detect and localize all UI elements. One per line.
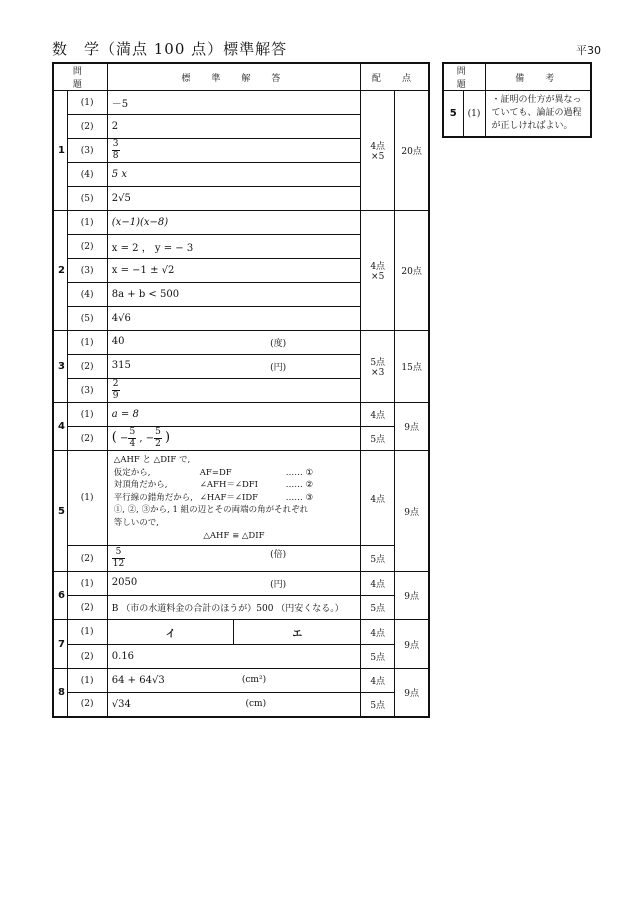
answer-cell: 8a + b < 500 [107, 283, 360, 307]
table-row [53, 451, 429, 546]
sub-number: (2) [67, 645, 107, 669]
unit-label: (倍) [270, 550, 287, 561]
unit-label: (円) [270, 580, 287, 591]
sub-number: (2) [67, 355, 107, 379]
denominator: 9 [112, 391, 119, 401]
fraction [112, 139, 120, 162]
question-number: 8 [53, 669, 67, 717]
sub-points: 4点 [361, 403, 395, 427]
sub-number: (1) [67, 331, 107, 355]
answer-cell: 2 [107, 115, 360, 139]
sub-number: (1) [67, 451, 107, 546]
question-number: 7 [53, 620, 67, 669]
notes-col-question: 問 題 [443, 63, 485, 91]
answer-cell [107, 427, 360, 451]
denominator: 8 [112, 151, 119, 161]
answer-table [52, 62, 430, 718]
total-points: 9点 [395, 669, 429, 717]
sub-points: 5点×3 [361, 331, 395, 403]
sub-points: 4点 [361, 620, 395, 645]
answer-cell [107, 379, 360, 403]
answer-cell [107, 355, 360, 379]
table-row [53, 403, 429, 427]
table-row [53, 572, 429, 596]
sub-number: (3) [67, 379, 107, 403]
notes-text: ・証明の仕方が異なっていても、論証の過程が正しければよい。 [485, 91, 591, 138]
proof-line: ①, ②, ③から, 1 組の辺とその両端の角がそれぞれ [113, 505, 309, 516]
sub-points: 5点 [361, 645, 395, 669]
numerator: 5 [129, 427, 136, 437]
answer-cell [107, 669, 360, 693]
sub-number: (3) [67, 139, 107, 163]
total-points: 20点 [395, 211, 429, 331]
sub-points: 4点×5 [361, 211, 395, 331]
proof-line: 対頂角だから, ∠AFH＝∠DFI …… ② [113, 480, 314, 491]
answer-cell [107, 620, 360, 645]
answer-value: 2050 [111, 577, 138, 589]
answer-value: 315 [111, 360, 131, 371]
total-points: 20点 [395, 91, 429, 211]
table-row [53, 91, 429, 115]
answer-cell: 5 x [107, 163, 360, 187]
table-row [53, 669, 429, 693]
answer-value: 40 [111, 336, 125, 347]
answer-value: 64 + 64√3 [111, 675, 165, 687]
sub-number: (2) [67, 427, 107, 451]
question-number: 2 [53, 211, 67, 331]
answer-cell [107, 331, 360, 355]
choice-b: エ [292, 628, 303, 640]
fraction [128, 427, 136, 450]
notes-question-number: 5 [443, 91, 463, 138]
sub-number: (2) [67, 693, 107, 717]
sub-number: (2) [67, 235, 107, 259]
proof-line: △AHF と △DIF で, [113, 455, 191, 465]
comma: , [139, 433, 143, 444]
answer-cell [107, 546, 360, 572]
notes-col-remarks: 備 考 [485, 63, 591, 91]
table-row [53, 596, 429, 620]
sub-number: (1) [67, 91, 107, 115]
denominator: 4 [129, 439, 136, 449]
answer-cell [107, 693, 360, 717]
sub-number: (4) [67, 283, 107, 307]
answer-cell: B （市の水道料金の合計のほうが）500 （円安くなる。） [107, 596, 360, 620]
table-row [53, 693, 429, 717]
unit-label: (円) [270, 363, 287, 373]
unit-label: (cm) [245, 698, 267, 709]
total-points: 9点 [395, 451, 429, 572]
sub-number: (1) [67, 403, 107, 427]
numerator: 5 [155, 427, 161, 437]
col-answer: 標 準 解 答 [107, 63, 360, 91]
table-row [53, 645, 429, 669]
numerator: 3 [112, 139, 119, 149]
total-points: 9点 [395, 572, 429, 620]
era-label: 平30 [576, 44, 601, 57]
sub-number: (5) [67, 187, 107, 211]
numerator: 5 [112, 547, 125, 559]
sub-number: (5) [67, 307, 107, 331]
table-row [53, 546, 429, 572]
sub-points: 5点 [361, 546, 395, 572]
sub-number: (2) [67, 115, 107, 139]
choice-a: イ [108, 620, 235, 644]
table-row [53, 211, 429, 235]
question-number: 1 [53, 91, 67, 211]
question-number: 5 [53, 451, 67, 572]
table-row [53, 620, 429, 645]
sub-number: (1) [67, 211, 107, 235]
answer-cell: (x−1)(x−8) [107, 211, 360, 235]
sub-number: (2) [67, 546, 107, 572]
sub-number: (3) [67, 259, 107, 283]
paren-open: ( [111, 430, 117, 445]
sub-number: (1) [67, 620, 107, 645]
unit-label: (cm²) [241, 675, 267, 686]
answer-cell: a = 8 [107, 403, 360, 427]
notes-sub-number: (1) [463, 91, 485, 138]
unit-label: (度) [270, 339, 287, 349]
sub-points: 4点 [361, 451, 395, 546]
answer-cell: 0.16 [107, 645, 360, 669]
sub-points: 4点×5 [361, 91, 395, 211]
numerator: 2 [112, 379, 119, 389]
total-points: 15点 [395, 331, 429, 403]
minus-sign: − [120, 433, 129, 444]
fraction [154, 427, 162, 450]
denominator: 12 [112, 559, 125, 570]
question-number: 6 [53, 572, 67, 620]
fraction [112, 379, 120, 402]
notes-table [442, 62, 592, 138]
answer-cell: x = 2 ， y = − 3 [107, 235, 360, 259]
sub-number: (1) [67, 669, 107, 693]
total-points: 9点 [395, 620, 429, 669]
sub-points: 5点 [361, 693, 395, 717]
sub-number: (1) [67, 572, 107, 596]
sub-points: 4点 [361, 572, 395, 596]
col-points: 配 点 [361, 63, 429, 91]
proof-conclusion: △AHF ≡ △DIF [203, 530, 265, 541]
denominator: 2 [155, 439, 161, 449]
sub-points: 5点 [361, 596, 395, 620]
answer-cell: －5 [107, 91, 360, 115]
table-row [53, 427, 429, 451]
sub-number: (2) [67, 596, 107, 620]
paren-close: ) [165, 430, 171, 445]
page-title: 数 学（満点 100 点）標準解答 [52, 40, 288, 58]
question-number: 3 [53, 331, 67, 403]
header-row [53, 63, 429, 91]
notes-header-row [443, 63, 591, 91]
answer-cell: 2√5 [107, 187, 360, 211]
table-row [53, 331, 429, 355]
notes-row [443, 91, 591, 138]
sub-number: (4) [67, 163, 107, 187]
total-points: 9点 [395, 403, 429, 451]
proof-cell [107, 451, 360, 546]
question-number: 4 [53, 403, 67, 451]
sub-points: 4点 [361, 669, 395, 693]
answer-value: √34 [111, 698, 131, 710]
sub-points: 5点 [361, 427, 395, 451]
proof-line: 仮定から, AF=DF …… ① [113, 467, 314, 478]
col-question: 問 題 [53, 63, 107, 91]
minus-sign: − [145, 433, 155, 444]
answer-cell [107, 139, 360, 163]
answer-cell: x = −1 ± √2 [107, 259, 360, 283]
proof-line: 等しいので, [113, 517, 159, 528]
proof-line: 平行線の錯角だから, ∠HAF＝∠IDF …… ③ [113, 492, 314, 503]
answer-cell [107, 572, 360, 596]
answer-cell: 4√6 [107, 307, 360, 331]
fraction [112, 547, 125, 570]
